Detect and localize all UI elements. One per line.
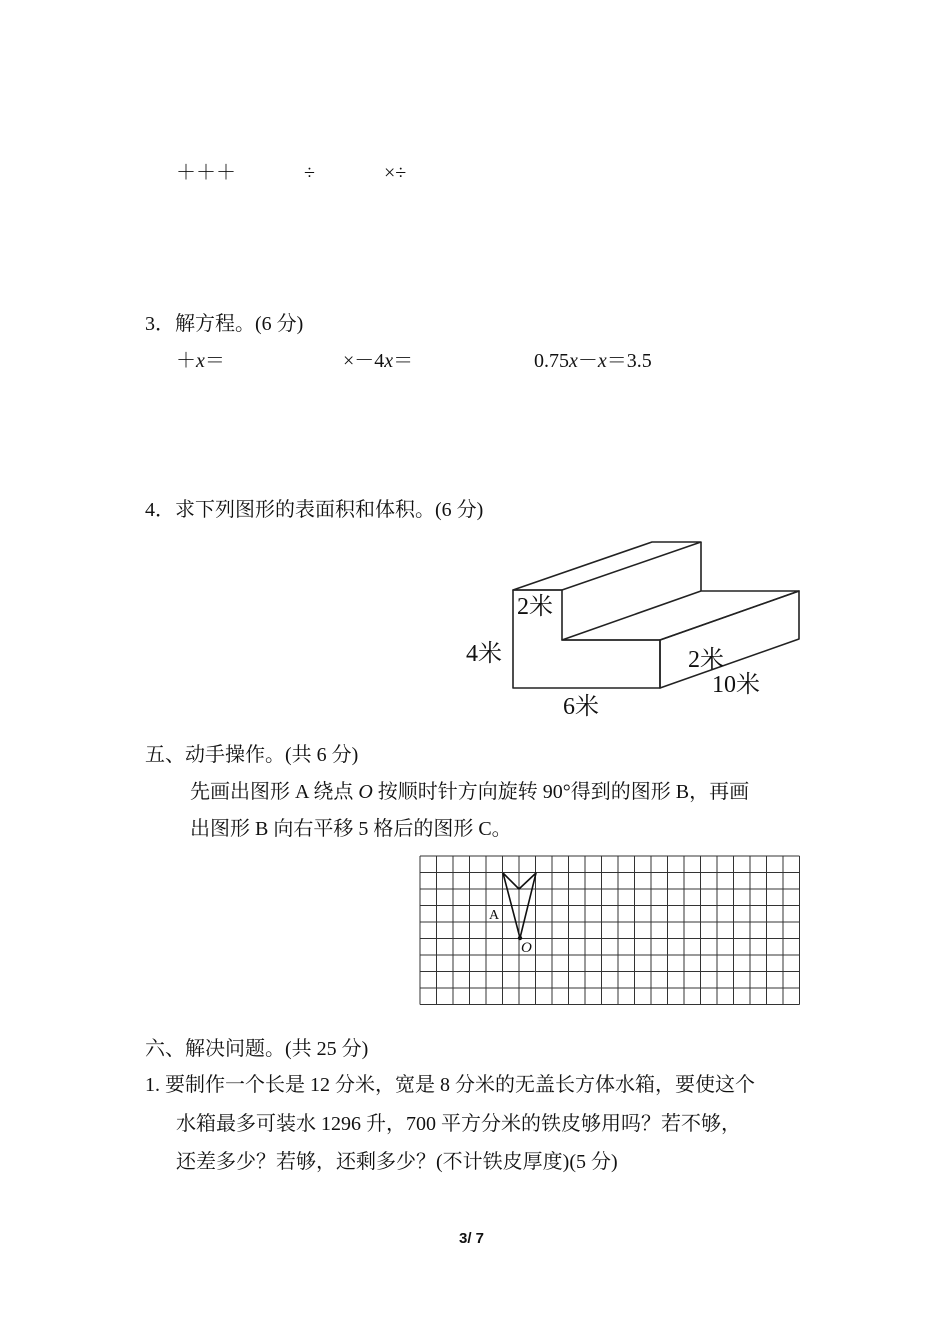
section6-title: 六、解决问题。(共 25 分) xyxy=(145,1038,369,1060)
eq1-post: ＝ xyxy=(204,350,225,372)
label-top-step-height: 2米 xyxy=(517,594,553,620)
section5-instruction-line2: 出图形 B 向右平移 5 格后的图形 C。 xyxy=(190,818,512,840)
eq2-pre: ×－4 xyxy=(343,350,385,372)
section5-instruction-line1 xyxy=(190,779,749,805)
page-number: 3/ 7 xyxy=(459,1230,485,1247)
label-length: 10米 xyxy=(712,672,760,698)
eq3-var1: x xyxy=(569,350,578,372)
q3-equation-1 xyxy=(176,348,225,374)
eq3-a: 0.75 xyxy=(534,350,569,372)
eq1-var: x xyxy=(196,350,205,372)
grid-label-o: O xyxy=(521,940,532,956)
eq2-var: x xyxy=(384,350,394,372)
label-width: 6米 xyxy=(563,694,599,720)
label-lower-step-height: 2米 xyxy=(688,647,724,673)
grid-figure xyxy=(415,850,810,1010)
q6-1-line2: 水箱最多可装水 1296 升，700 平方分米的铁皮够用吗？若不够， xyxy=(176,1113,741,1135)
operators-group-3: ×÷ xyxy=(384,162,407,184)
q3-title: 3．解方程。(6 分) xyxy=(145,313,304,335)
q3-equation-2 xyxy=(343,348,413,374)
upper-top-face xyxy=(513,542,701,590)
q6-1-line1: 1. 要制作一个长是 12 分米，宽是 8 分米的无盖长方体水箱，要使这个 xyxy=(145,1074,755,1096)
eq2-post: ＝ xyxy=(393,350,414,372)
q3-equation-3 xyxy=(534,348,652,374)
instr-point-o: O xyxy=(358,781,373,803)
operators-group-1: ＋＋＋ xyxy=(176,162,236,184)
eq3-b: － xyxy=(577,350,598,372)
operators-group-2: ÷ xyxy=(304,162,315,184)
section5-title: 五、动手操作。(共 6 分) xyxy=(145,744,359,766)
q4-title: 4．求下列图形的表面积和体积。(6 分) xyxy=(145,499,484,521)
eq3-c: ＝3.5 xyxy=(606,350,652,372)
instr-part-a: 先画出图形 A 绕点 xyxy=(190,781,359,803)
step-prism-figure xyxy=(450,530,820,730)
eq3-var2: x xyxy=(597,350,607,372)
instr-part-b: 按顺时针方向旋转 90°得到的图形 B，再画 xyxy=(372,781,750,803)
grid-lines xyxy=(420,856,800,1005)
label-total-height: 4米 xyxy=(466,641,502,667)
grid-label-a: A xyxy=(489,908,500,923)
q6-1-line3: 还差多少？若够，还剩多少？(不计铁皮厚度)(5 分) xyxy=(176,1151,618,1173)
eq1-pre: ＋ xyxy=(176,350,196,372)
